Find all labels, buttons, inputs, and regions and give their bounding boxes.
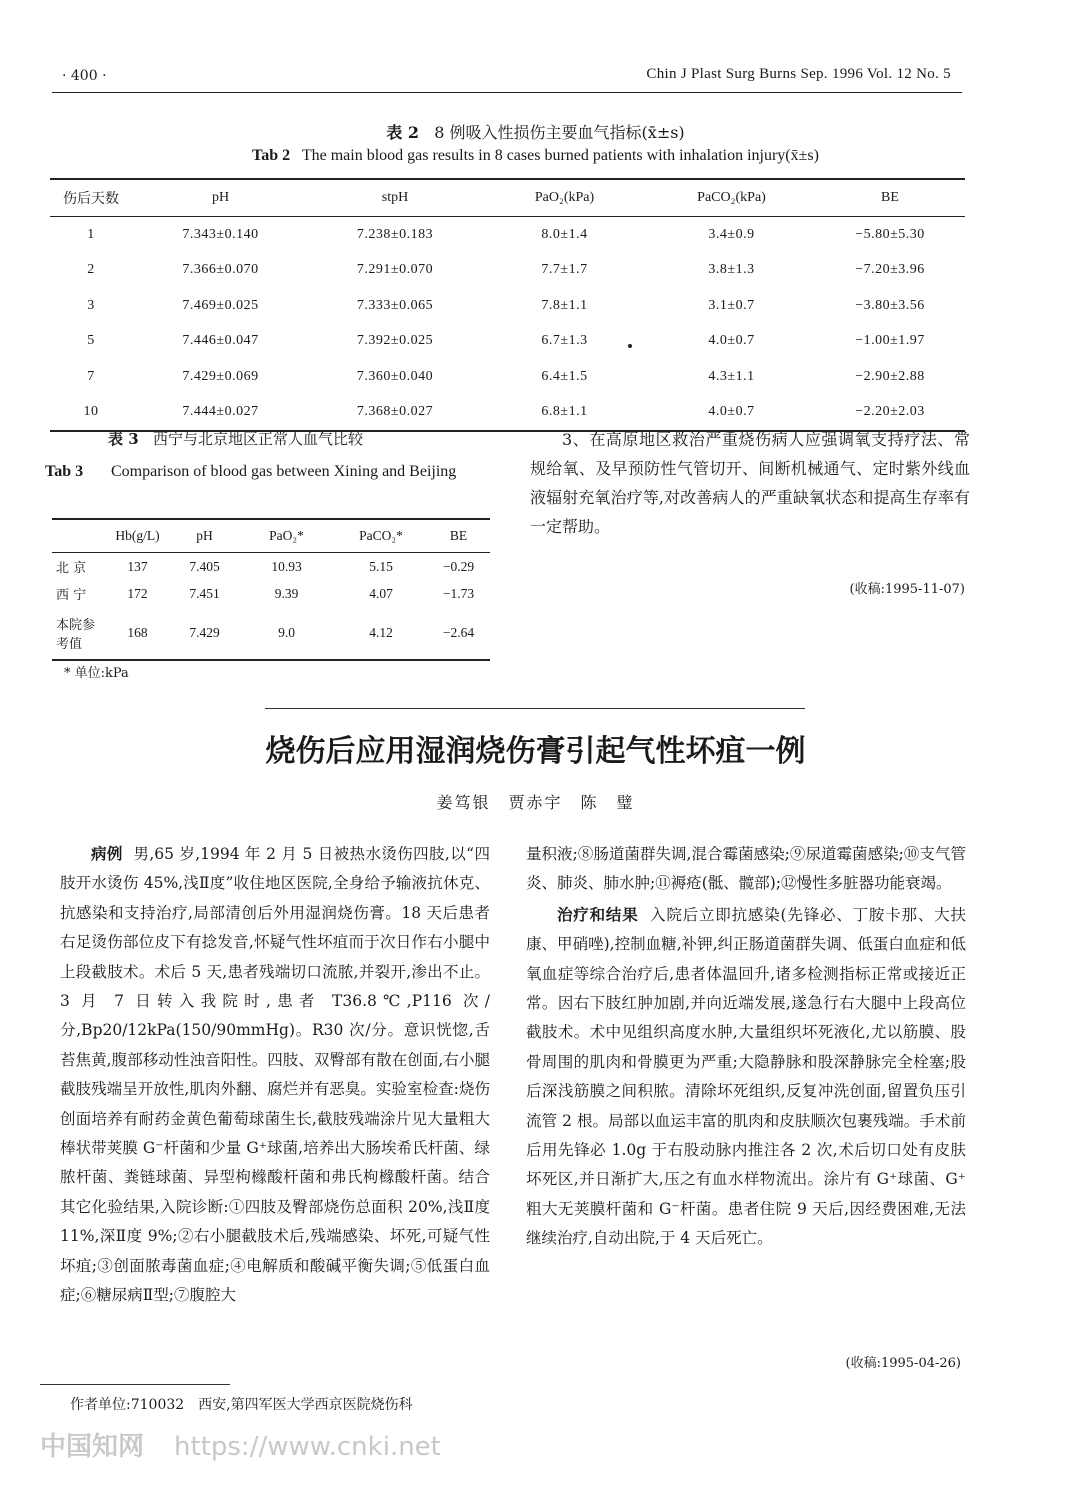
article-received-date: (收稿:1995-04-26) [845, 1356, 961, 1371]
table-cell: −0.29 [442, 558, 475, 574]
right-column [526, 840, 966, 1254]
table-cell: 7.360±0.040 [356, 368, 434, 384]
table-cell: 7.429±0.069 [182, 368, 259, 384]
treatment-heading: 治疗和结果 [557, 905, 639, 924]
table-cell: 3.1±0.7 [708, 297, 755, 313]
table-cell: 4.12 [335, 607, 427, 660]
table-cell: 北 京 [56, 561, 87, 576]
table-cell: 7.8±1.1 [541, 297, 588, 313]
table-cell: 7.7±1.7 [541, 262, 588, 278]
table-cell: 168 [104, 607, 171, 660]
footnote-rule [40, 1384, 230, 1385]
table-cell: 1 [87, 226, 95, 242]
table3 [52, 518, 490, 661]
table2-col-header: 伤后天数 [50, 179, 132, 217]
table-cell: −2.90±2.88 [855, 368, 925, 384]
cnki-watermark [40, 1426, 441, 1463]
table-cell: 137 [127, 558, 148, 574]
table2-title-en: The main blood gas results in 8 cases burned patients with inhalation injury(x̄±s) [301, 147, 819, 164]
table-cell: −7.20±3.96 [855, 262, 925, 278]
table-cell: 7.444±0.027 [132, 395, 309, 432]
table-cell: 7.333±0.065 [356, 297, 434, 313]
table-cell: 7.291±0.070 [356, 262, 434, 278]
table3-col-header: PaCO₂* [335, 519, 427, 553]
table3-header-row [52, 519, 490, 553]
article-separator [265, 708, 805, 709]
table3-col-header: PaO₂* [238, 519, 335, 553]
table2-header-row [50, 179, 965, 217]
table-cell: 4.3±1.1 [708, 368, 755, 384]
table3-title-cn: 西宁与北京地区正常人血气比较 [152, 430, 363, 448]
table-cell: 172 [127, 585, 148, 601]
table-cell: 4.07 [369, 585, 393, 601]
table-cell: 5.15 [369, 558, 393, 574]
table-cell: 7.392±0.025 [356, 333, 434, 349]
table-cell: 7.366±0.070 [182, 262, 259, 278]
table3-footnote: * 单位:kPa [64, 666, 129, 681]
table-cell: 3 [87, 297, 95, 313]
table-cell: 10 [50, 395, 132, 432]
table3-caption-en [45, 457, 495, 486]
case-heading: 病例 [91, 845, 123, 863]
table2-col-header: pH [132, 179, 309, 217]
table2-col-header: stpH [309, 179, 481, 217]
table-cell: 7 [87, 368, 95, 384]
table-row [50, 217, 965, 253]
table-cell: 7.368±0.027 [309, 395, 481, 432]
treatment-text: 入院后立即抗感染(先锋必、丁胺卡那、大扶康、甲硝唑),控制血糖,补钾,纠正肠道菌群失调、低蛋白血症和低氧血症等综合治疗后,患者体温回升,诸多检测指标正常或接近正常。因右下肢红肿加剧,并向近端发展,遂急行右大腿中上段高位截肢术。术中见组织高度水肿,大量组织坏死液化,尤以筋膜、股骨周围的肌肉和骨膜更为严重;大隐静脉和股深静脉完全栓塞;股后深浅筋膜之间积脓。清除坏死组织,反复冲洗创面,留置负压引流管 2 根。局部以血运丰富的肌肉和皮肤顺次包裹残端。手术前后用先锋必 1.0g 于右股动脉内推注各 2 次,术后切口处有皮肤坏死区,并日渐扩大,压之有血水样物流出。涂片有 G⁺球菌、G⁺粗大无荚膜杆菌和 G⁻杆菌。患者住院 9 天后,因经费困难,无法继续治疗,自动出院,于 4 天后死亡。 [526, 905, 966, 1248]
article-title: 烧伤后应用湿润烧伤膏引起气性坏疽一例 [265, 734, 806, 769]
table-cell: 7.343±0.140 [182, 226, 259, 242]
table2-col-header: PaO₂(kPa) [481, 179, 648, 217]
table-cell: 7.405 [189, 558, 220, 574]
table-cell: 10.93 [271, 558, 302, 574]
table-cell: 9.39 [274, 585, 299, 601]
table-cell: 本院参考值 [52, 607, 104, 660]
table2-label-cn: 表 2 [386, 123, 420, 142]
table3-title-en: Comparison of blood gas between Xining and Beijing [111, 463, 457, 480]
table-cell: 7.238±0.183 [356, 226, 434, 242]
table2-col-header: BE [815, 179, 965, 217]
table3-col-header: Hb(g/L) [104, 519, 171, 553]
table-cell: 西 宁 [56, 588, 87, 603]
table-cell: 6.7±1.3 [541, 333, 588, 349]
table3-col-header: BE [427, 519, 490, 553]
table-cell: −5.80±5.30 [855, 226, 925, 242]
received-date: (收稿:1995-11-07) [849, 582, 965, 597]
table2-caption-en [0, 147, 1071, 165]
print-speck [628, 344, 632, 348]
table-cell: 3.8±1.3 [708, 262, 755, 278]
article-authors: 姜笃银 贾赤宇 陈 璧 [436, 793, 635, 812]
table-cell: 2 [87, 262, 95, 278]
watermark-brand: 中国知网 [40, 1432, 145, 1462]
table-cell: −1.73 [442, 585, 475, 601]
case-text-continued: 量积液;⑧肠道菌群失调,混合霉菌感染;⑨尿道霉菌感染;⑩支气管炎、肺炎、肺水肿;⑪褥疮(骶、髋部);⑫慢性多脏器功能衰竭。 [526, 845, 966, 893]
table-row [52, 580, 490, 607]
table-cell: 6.4±1.5 [541, 368, 588, 384]
table-cell: 8.0±1.4 [541, 226, 588, 242]
table-cell: 6.8±1.1 [481, 395, 648, 432]
table-cell: 4.0±0.7 [708, 333, 755, 349]
table-row [52, 553, 490, 581]
table3-col-header [52, 519, 104, 553]
page-number: · 400 · [62, 68, 107, 84]
table-row [50, 288, 965, 324]
table-cell: −3.80±3.56 [855, 297, 925, 313]
table-cell: 7.429 [171, 607, 238, 660]
table-row [52, 607, 490, 660]
table2-caption-cn [0, 120, 1071, 143]
table-cell: 9.0 [238, 607, 335, 660]
journal-header: Chin J Plast Surg Burns Sep. 1996 Vol. 12 No. 5 [646, 66, 951, 82]
table-row [50, 359, 965, 395]
table-cell: −1.00±1.97 [855, 333, 925, 349]
author-affiliation: 作者单位:710032 西安,第四军医大学西京医院烧伤科 [70, 1397, 413, 1413]
table3-label-en: Tab 3 [45, 463, 84, 480]
table-cell: −2.20±2.03 [815, 395, 965, 432]
table-cell: 3.4±0.9 [708, 226, 755, 242]
table2-label-en: Tab 2 [252, 147, 291, 164]
table-cell: 5 [87, 333, 95, 349]
table-cell: 7.469±0.025 [182, 297, 259, 313]
table3-col-header: pH [171, 519, 238, 553]
case-paragraph [60, 840, 490, 1311]
treatment-paragraph [526, 901, 966, 1254]
table-row [50, 253, 965, 289]
header-rule [52, 92, 962, 93]
conclusion-paragraph: 3、在高原地区救治严重烧伤病人应强调氧支持疗法、常规给氧、及早预防性气管切开、间断机械通气、定时紫外线血液辐射充氧治疗等,对改善病人的严重缺氧状态和提高生存率有一定帮助。 [530, 430, 970, 536]
watermark-url: https://www.cnki.net [174, 1432, 441, 1462]
table3-caption-cn [108, 428, 363, 449]
table-row [50, 324, 965, 360]
table-cell: 7.446±0.047 [182, 333, 259, 349]
table-cell: 7.451 [189, 585, 220, 601]
table-cell: 4.0±0.7 [648, 395, 815, 432]
case-text: 男,65 岁,1994 年 2 月 5 日被热水烫伤四肢,以“四肢开水烫伤 45%,浅Ⅱ度”收住地区医院,全身给予输液抗休克、抗感染和支持治疗,局部清创后外用湿润烧伤膏。18 天后患者右足烫伤部位皮下有捻发音,怀疑气性坏疽而于次日作右小腿中上段截肢术。术后 5 天,患者残端切口流脓,并裂开,渗出不止。3 月 7 日转入我院时,患者 T36.8℃,P116 次/分,Bp20/12kPa(150/90mmHg)。R30 次/分。意识恍惚,舌苔焦黄,腹部移动性浊音阳性。四肢、双臀部有散在创面,右小腿截肢残端呈开放性,肌肉外翻、腐烂并有恶臭。实验室检查:烧伤创面培养有耐药金黄色葡萄球菌生长,截肢残端涂片见大量粗大棒状带荚膜 G⁻杆菌和少量 G⁺球菌,培养出大肠埃希氏杆菌、绿脓杆菌、粪链球菌、异型枸橼酸杆菌和弗氏枸橼酸杆菌。结合其它化验结果,入院诊断:①四肢及臀部烧伤总面积 20%,浅Ⅱ度 11%,深Ⅱ度 9%;②右小腿截肢术后,残端感染、坏死,可疑气性坏疽;③创面脓毒菌血症;④电解质和酸碱平衡失调;⑤低蛋白血症;⑥糖尿病Ⅱ型;⑦腹腔大 [60, 845, 490, 1305]
table2 [50, 178, 965, 432]
table2-title-cn: 8 例吸入性损伤主要血气指标(x̄±s) [434, 123, 685, 142]
table-cell: −2.64 [427, 607, 490, 660]
table2-col-header: PaCO₂(kPa) [648, 179, 815, 217]
table3-label-cn: 表 3 [108, 430, 139, 448]
